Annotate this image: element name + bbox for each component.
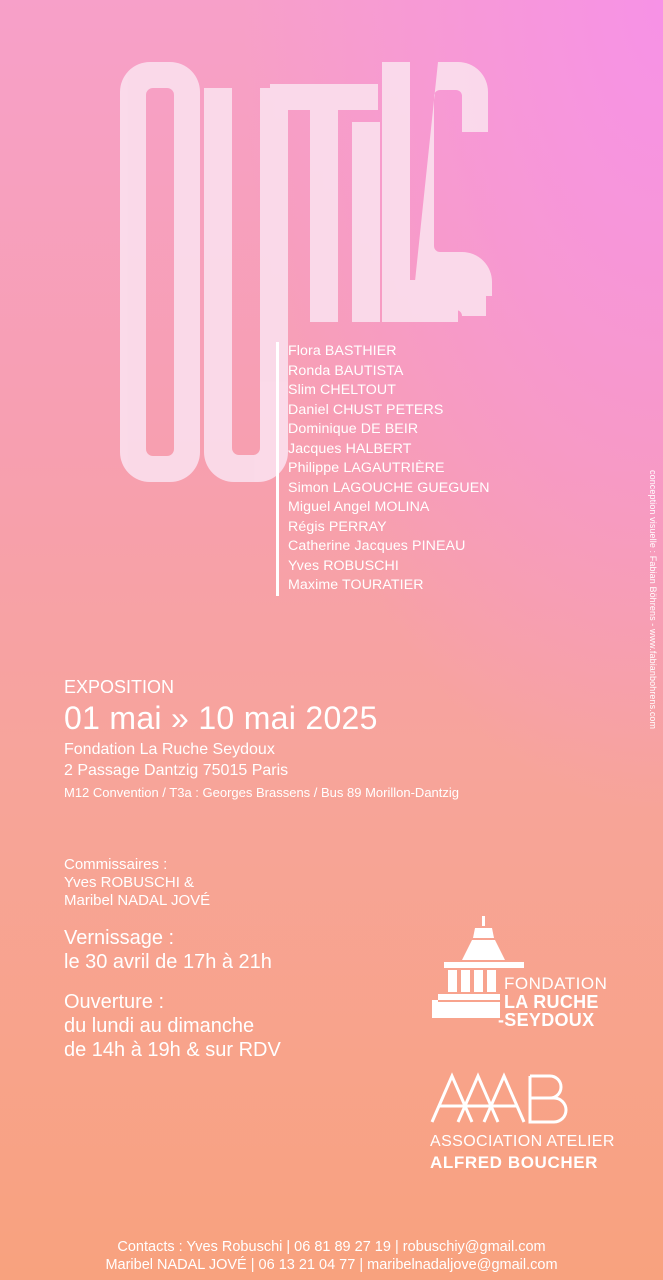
list-item: Maxime TOURATIER bbox=[288, 577, 424, 593]
venue-address: 2 Passage Dantzig 75015 Paris bbox=[64, 762, 289, 779]
transit-info: M12 Convention / T3a : Georges Brassens / Bus 89 Morillon-Dantzig bbox=[64, 785, 460, 800]
curators-line-1: Yves ROBUSCHI & bbox=[64, 874, 195, 891]
aaab-line-1: ASSOCIATION ATELIER bbox=[430, 1133, 615, 1150]
artist-list bbox=[276, 342, 548, 596]
contact-line-1: Contacts : Yves Robuschi | 06 81 89 27 19 | robuschiy@gmail.com bbox=[117, 1239, 546, 1255]
exhibition-label: EXPOSITION bbox=[64, 677, 175, 697]
event-details bbox=[64, 856, 384, 1062]
aaab-line-2: ALFRED BOUCHER bbox=[430, 1153, 599, 1172]
list-item: Philippe LAGAUTRIÈRE bbox=[288, 460, 445, 476]
exhibition-info bbox=[64, 676, 624, 801]
ruche-line-1: FONDATION bbox=[504, 974, 608, 993]
hours-label: Ouverture : bbox=[64, 991, 165, 1013]
venue-name: Fondation La Ruche Seydoux bbox=[64, 741, 275, 758]
contact-line-2: Maribel NADAL JOVÉ | 06 13 21 04 77 | maribelnadaljove@gmail.com bbox=[105, 1257, 558, 1273]
list-item: Ronda BAUTISTA bbox=[288, 362, 404, 379]
list-item: Simon LAGOUCHE GUEGUEN bbox=[288, 479, 490, 496]
ruche-line-2: LA RUCHE bbox=[504, 992, 599, 1012]
curators-line-2: Maribel NADAL JOVÉ bbox=[64, 892, 211, 909]
list-item: Jacques HALBERT bbox=[288, 440, 412, 457]
list-item: Catherine Jacques PINEAU bbox=[288, 538, 466, 554]
credit-text: conception visuelle : Fabian Böhrens - www.fabianbohrens.com bbox=[648, 470, 658, 730]
list-item: Daniel CHUST PETERS bbox=[288, 401, 444, 418]
hours-line-1: du lundi au dimanche bbox=[64, 1015, 255, 1037]
la-ruche-wordmark bbox=[498, 974, 608, 1030]
contacts bbox=[0, 1238, 663, 1274]
list-item: Régis PERRAY bbox=[288, 518, 387, 535]
aaab-mark-icon bbox=[430, 1072, 580, 1128]
aaab-wordmark bbox=[430, 1132, 650, 1174]
list-item: Dominique DE BEIR bbox=[288, 421, 419, 437]
list-item: Yves ROBUSCHI bbox=[288, 557, 399, 574]
hours-line-2: de 14h à 19h & sur RDV bbox=[64, 1039, 281, 1061]
ruche-line-3: -SEYDOUX bbox=[498, 1010, 595, 1030]
design-credit bbox=[648, 470, 658, 729]
opening-label: Vernissage : bbox=[64, 927, 175, 949]
list-item: Slim CHELTOUT bbox=[288, 382, 396, 398]
opening-value: le 30 avril de 17h à 21h bbox=[64, 951, 272, 973]
aaab-logo bbox=[430, 1072, 580, 1128]
exhibition-dates: 01 mai » 10 mai 2025 bbox=[64, 700, 378, 736]
list-item: Miguel Angel MOLINA bbox=[288, 499, 430, 515]
list-item: Flora BASTHIER bbox=[288, 343, 397, 359]
curators-label: Commissaires : bbox=[64, 856, 168, 873]
